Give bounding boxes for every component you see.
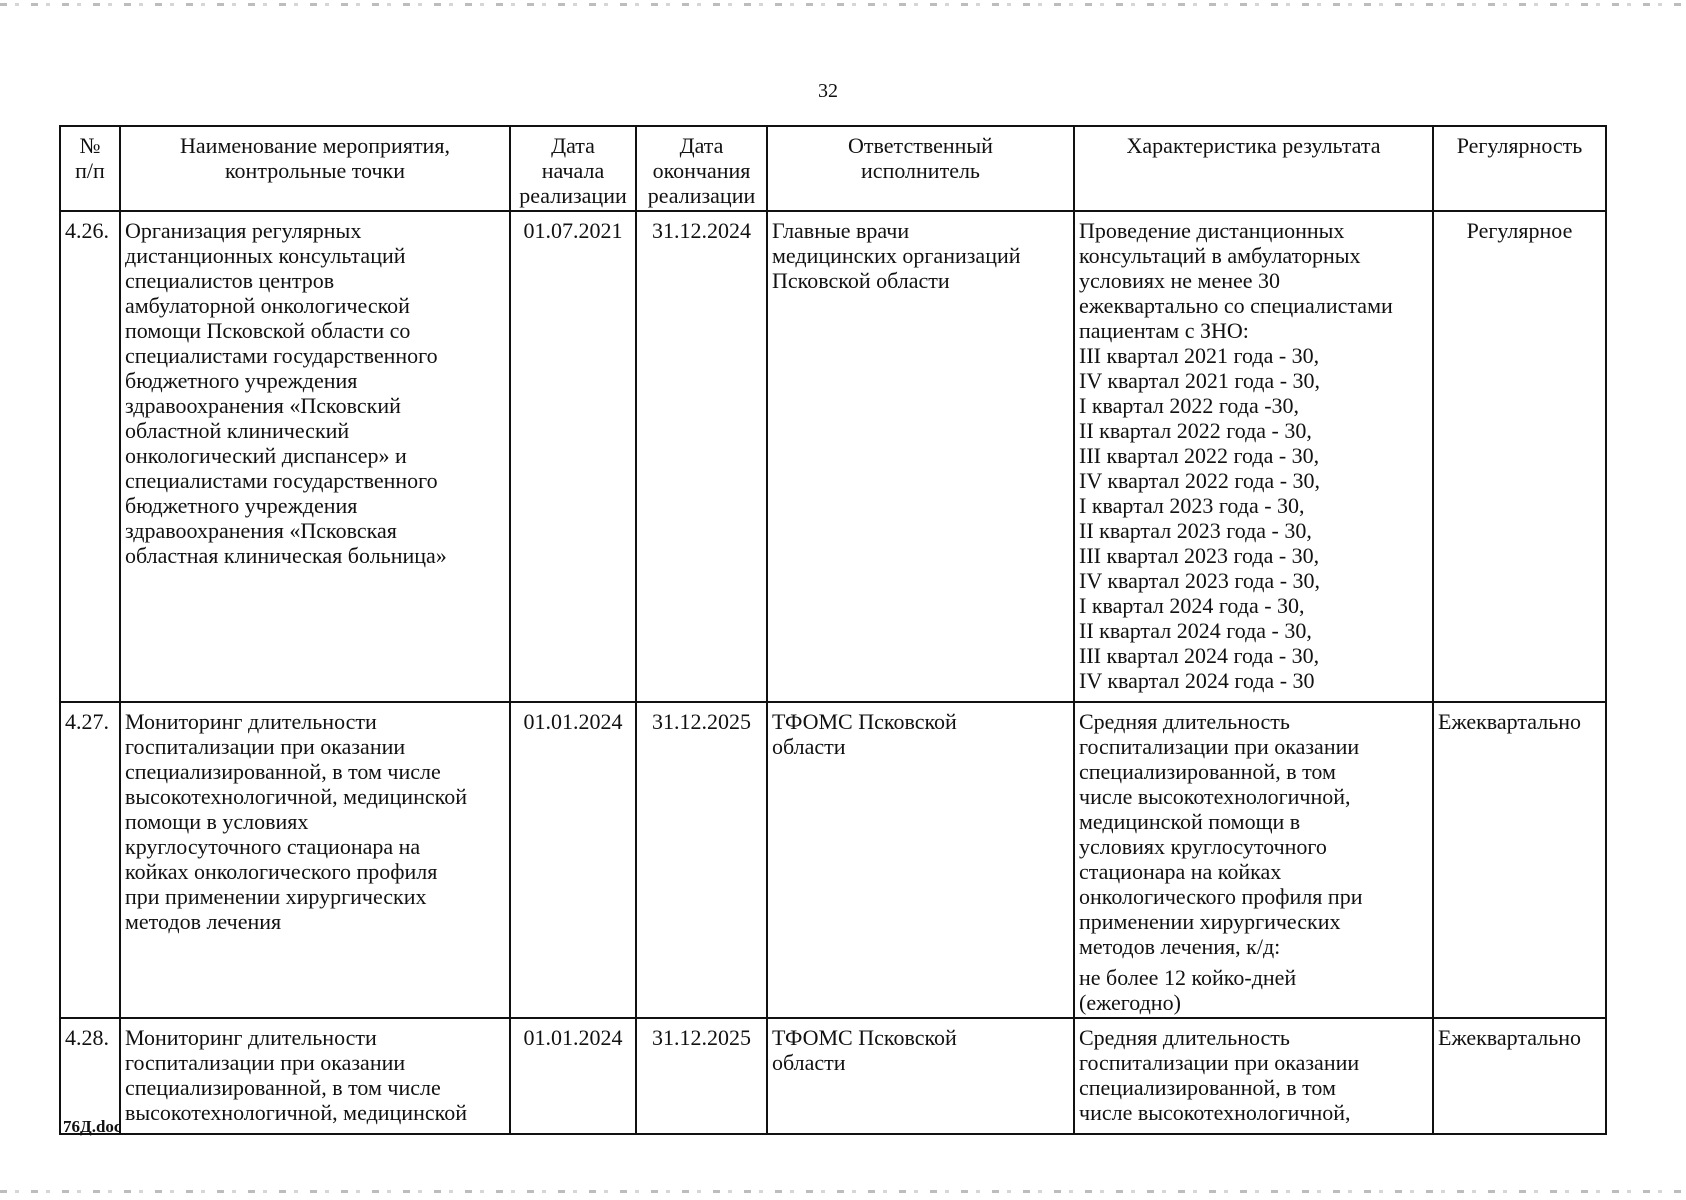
text-line: Ответственный <box>848 133 993 158</box>
text-line: здравоохранения «Псковский <box>125 393 401 418</box>
header-cell-number <box>60 126 120 211</box>
text-line: числе высокотехнологичной, <box>1079 784 1351 809</box>
text-line: контрольные точки <box>224 158 406 183</box>
text-line: применении хирургических <box>1079 909 1341 934</box>
text-line: бюджетного учреждения <box>125 368 358 393</box>
header-cell-end-date <box>636 126 767 211</box>
text-line: бюджетного учреждения <box>125 493 358 518</box>
text-line: III квартал 2023 года - 30, <box>1079 543 1320 568</box>
text-line: госпитализации при оказании <box>1079 1050 1360 1075</box>
text-line: I квартал 2022 года -30, <box>1079 393 1300 418</box>
row-end-date-cell: 31.12.2025 <box>636 1018 767 1134</box>
text-line: госпитализации при оказании <box>125 734 406 759</box>
text-line: условиях круглосуточного <box>1079 834 1327 859</box>
row-start-date-cell: 01.01.2024 <box>510 702 636 1018</box>
text-line: реализации <box>519 183 627 208</box>
text-line: областной клинический <box>125 418 350 443</box>
text-line: № <box>79 133 101 158</box>
text-line: Средняя длительность <box>1079 1025 1290 1050</box>
text-line: области <box>772 1050 846 1075</box>
table-row <box>60 211 1606 702</box>
text-line: высокотехнологичной, медицинской <box>125 784 467 809</box>
text-line: высокотехнологичной, медицинской <box>125 1100 467 1125</box>
text-line: условиях не менее 30 <box>1079 268 1281 293</box>
plan-table <box>59 125 1607 1135</box>
text-line: Мониторинг длительности <box>125 709 377 734</box>
row-executor-cell <box>767 702 1074 1018</box>
header-cell-regularity <box>1433 126 1606 211</box>
text-line: здравоохранения «Псковская <box>125 518 397 543</box>
row-number-cell: 4.27. <box>60 702 120 1018</box>
row-name-cell <box>120 702 510 1018</box>
row-regularity-cell: Ежеквартально <box>1433 702 1606 1018</box>
row-number-cell: 4.28. <box>60 1018 120 1134</box>
table-row <box>60 702 1606 1018</box>
text-line: медицинской помощи в <box>1079 809 1301 834</box>
table-row <box>60 1018 1606 1134</box>
text-line: помощи в условиях <box>125 809 309 834</box>
row-executor-cell <box>767 211 1074 702</box>
text-line: исполнитель <box>861 158 980 183</box>
text-line: I квартал 2024 года - 30, <box>1079 593 1305 618</box>
text-line: Дата <box>551 133 595 158</box>
text-line: методов лечения <box>125 909 282 934</box>
text-line: дистанционных консультаций <box>125 243 406 268</box>
scan-edge-bottom <box>0 1190 1686 1193</box>
text-line: помощи Псковской области со <box>125 318 411 343</box>
text-line: п/п <box>75 158 105 183</box>
row-name-cell <box>120 1018 510 1134</box>
text-line: онкологического профиля при <box>1079 884 1363 909</box>
text-line: I квартал 2023 года - 30, <box>1079 493 1305 518</box>
text-line: Дата <box>679 133 724 158</box>
text-line: IV квартал 2024 года - 30 <box>1079 668 1315 693</box>
text-line: реализации <box>647 183 756 208</box>
text-line: Главные врачи <box>772 218 910 243</box>
text-line: госпитализации при оказании <box>125 1050 406 1075</box>
row-result-cell <box>1074 702 1433 1018</box>
text-line: начала <box>541 158 605 183</box>
text-line: Регулярность <box>1456 133 1583 158</box>
text-line: Проведение дистанционных <box>1079 218 1345 243</box>
text-line: онкологический диспансер» и <box>125 443 407 468</box>
text-line: при применении хирургических <box>125 884 427 909</box>
text-line: специализированной, в том числе <box>125 759 441 784</box>
row-regularity-cell: Ежеквартально <box>1433 1018 1606 1134</box>
row-end-date-cell: 31.12.2025 <box>636 702 767 1018</box>
text-line: Характеристика результата <box>1126 133 1381 158</box>
text-line: консультаций в амбулаторных <box>1079 243 1361 268</box>
text-line: III квартал 2022 года - 30, <box>1079 443 1320 468</box>
text-line: койках онкологического профиля <box>125 859 438 884</box>
text-line: специализированной, в том <box>1079 759 1336 784</box>
text-line: II квартал 2022 года - 30, <box>1079 418 1312 443</box>
row-end-date-cell: 31.12.2024 <box>636 211 767 702</box>
text-line: специалистов центров <box>125 268 335 293</box>
text-line: пациентам с ЗНО: <box>1079 318 1249 343</box>
text-line: III квартал 2021 года - 30, <box>1079 343 1320 368</box>
row-regularity-cell: Регулярное <box>1433 211 1606 702</box>
row-start-date-cell: 01.01.2024 <box>510 1018 636 1134</box>
page-number: 32 <box>818 80 838 102</box>
text-line: методов лечения, к/д: <box>1079 934 1281 959</box>
text-line: госпитализации при оказании <box>1079 734 1360 759</box>
text-line: стационара на койках <box>1079 859 1282 884</box>
header-cell-start-date <box>510 126 636 211</box>
text-line: специализированной, в том числе <box>125 1075 441 1100</box>
text-line: областная клиническая больница» <box>125 543 447 568</box>
table-header-row <box>60 126 1606 211</box>
row-result-cell <box>1074 211 1433 702</box>
text-line: IV квартал 2021 года - 30, <box>1079 368 1321 393</box>
text-line: специалистами государственного <box>125 468 438 493</box>
footer-doc-name: 76Д.doc <box>63 1117 122 1136</box>
text-line: не более 12 койко-дней <box>1079 965 1297 990</box>
row-result-cell <box>1074 1018 1433 1134</box>
text-line: ТФОМС Псковской <box>772 709 957 734</box>
text-line: II квартал 2023 года - 30, <box>1079 518 1312 543</box>
text-line: (ежегодно) <box>1079 990 1181 1015</box>
text-line: Организация регулярных <box>125 218 362 243</box>
header-cell-result <box>1074 126 1433 211</box>
text-line: круглосуточного стационара на <box>125 834 421 859</box>
text-line: III квартал 2024 года - 30, <box>1079 643 1320 668</box>
row-start-date-cell: 01.07.2021 <box>510 211 636 702</box>
scan-edge-top <box>0 3 1686 6</box>
text-line: II квартал 2024 года - 30, <box>1079 618 1312 643</box>
text-line: амбулаторной онкологической <box>125 293 410 318</box>
row-name-cell <box>120 211 510 702</box>
text-line: Средняя длительность <box>1079 709 1290 734</box>
text-line: специализированной, в том <box>1079 1075 1336 1100</box>
text-line: ТФОМС Псковской <box>772 1025 957 1050</box>
text-line: числе высокотехнологичной, <box>1079 1100 1351 1125</box>
text-line: ежеквартально со специалистами <box>1079 293 1393 318</box>
text-line: области <box>772 734 846 759</box>
text-line: IV квартал 2022 года - 30, <box>1079 468 1321 493</box>
text-line: IV квартал 2023 года - 30, <box>1079 568 1321 593</box>
header-cell-executor <box>767 126 1074 211</box>
header-cell-name <box>120 126 510 211</box>
text-line: Наименование мероприятия, <box>180 133 450 158</box>
text-line: медицинских организаций <box>772 243 1021 268</box>
text-line: Мониторинг длительности <box>125 1025 377 1050</box>
text-line: окончания <box>652 158 751 183</box>
text-line: специалистами государственного <box>125 343 438 368</box>
row-executor-cell <box>767 1018 1074 1134</box>
text-line: Псковской области <box>772 268 950 293</box>
row-number-cell: 4.26. <box>60 211 120 702</box>
